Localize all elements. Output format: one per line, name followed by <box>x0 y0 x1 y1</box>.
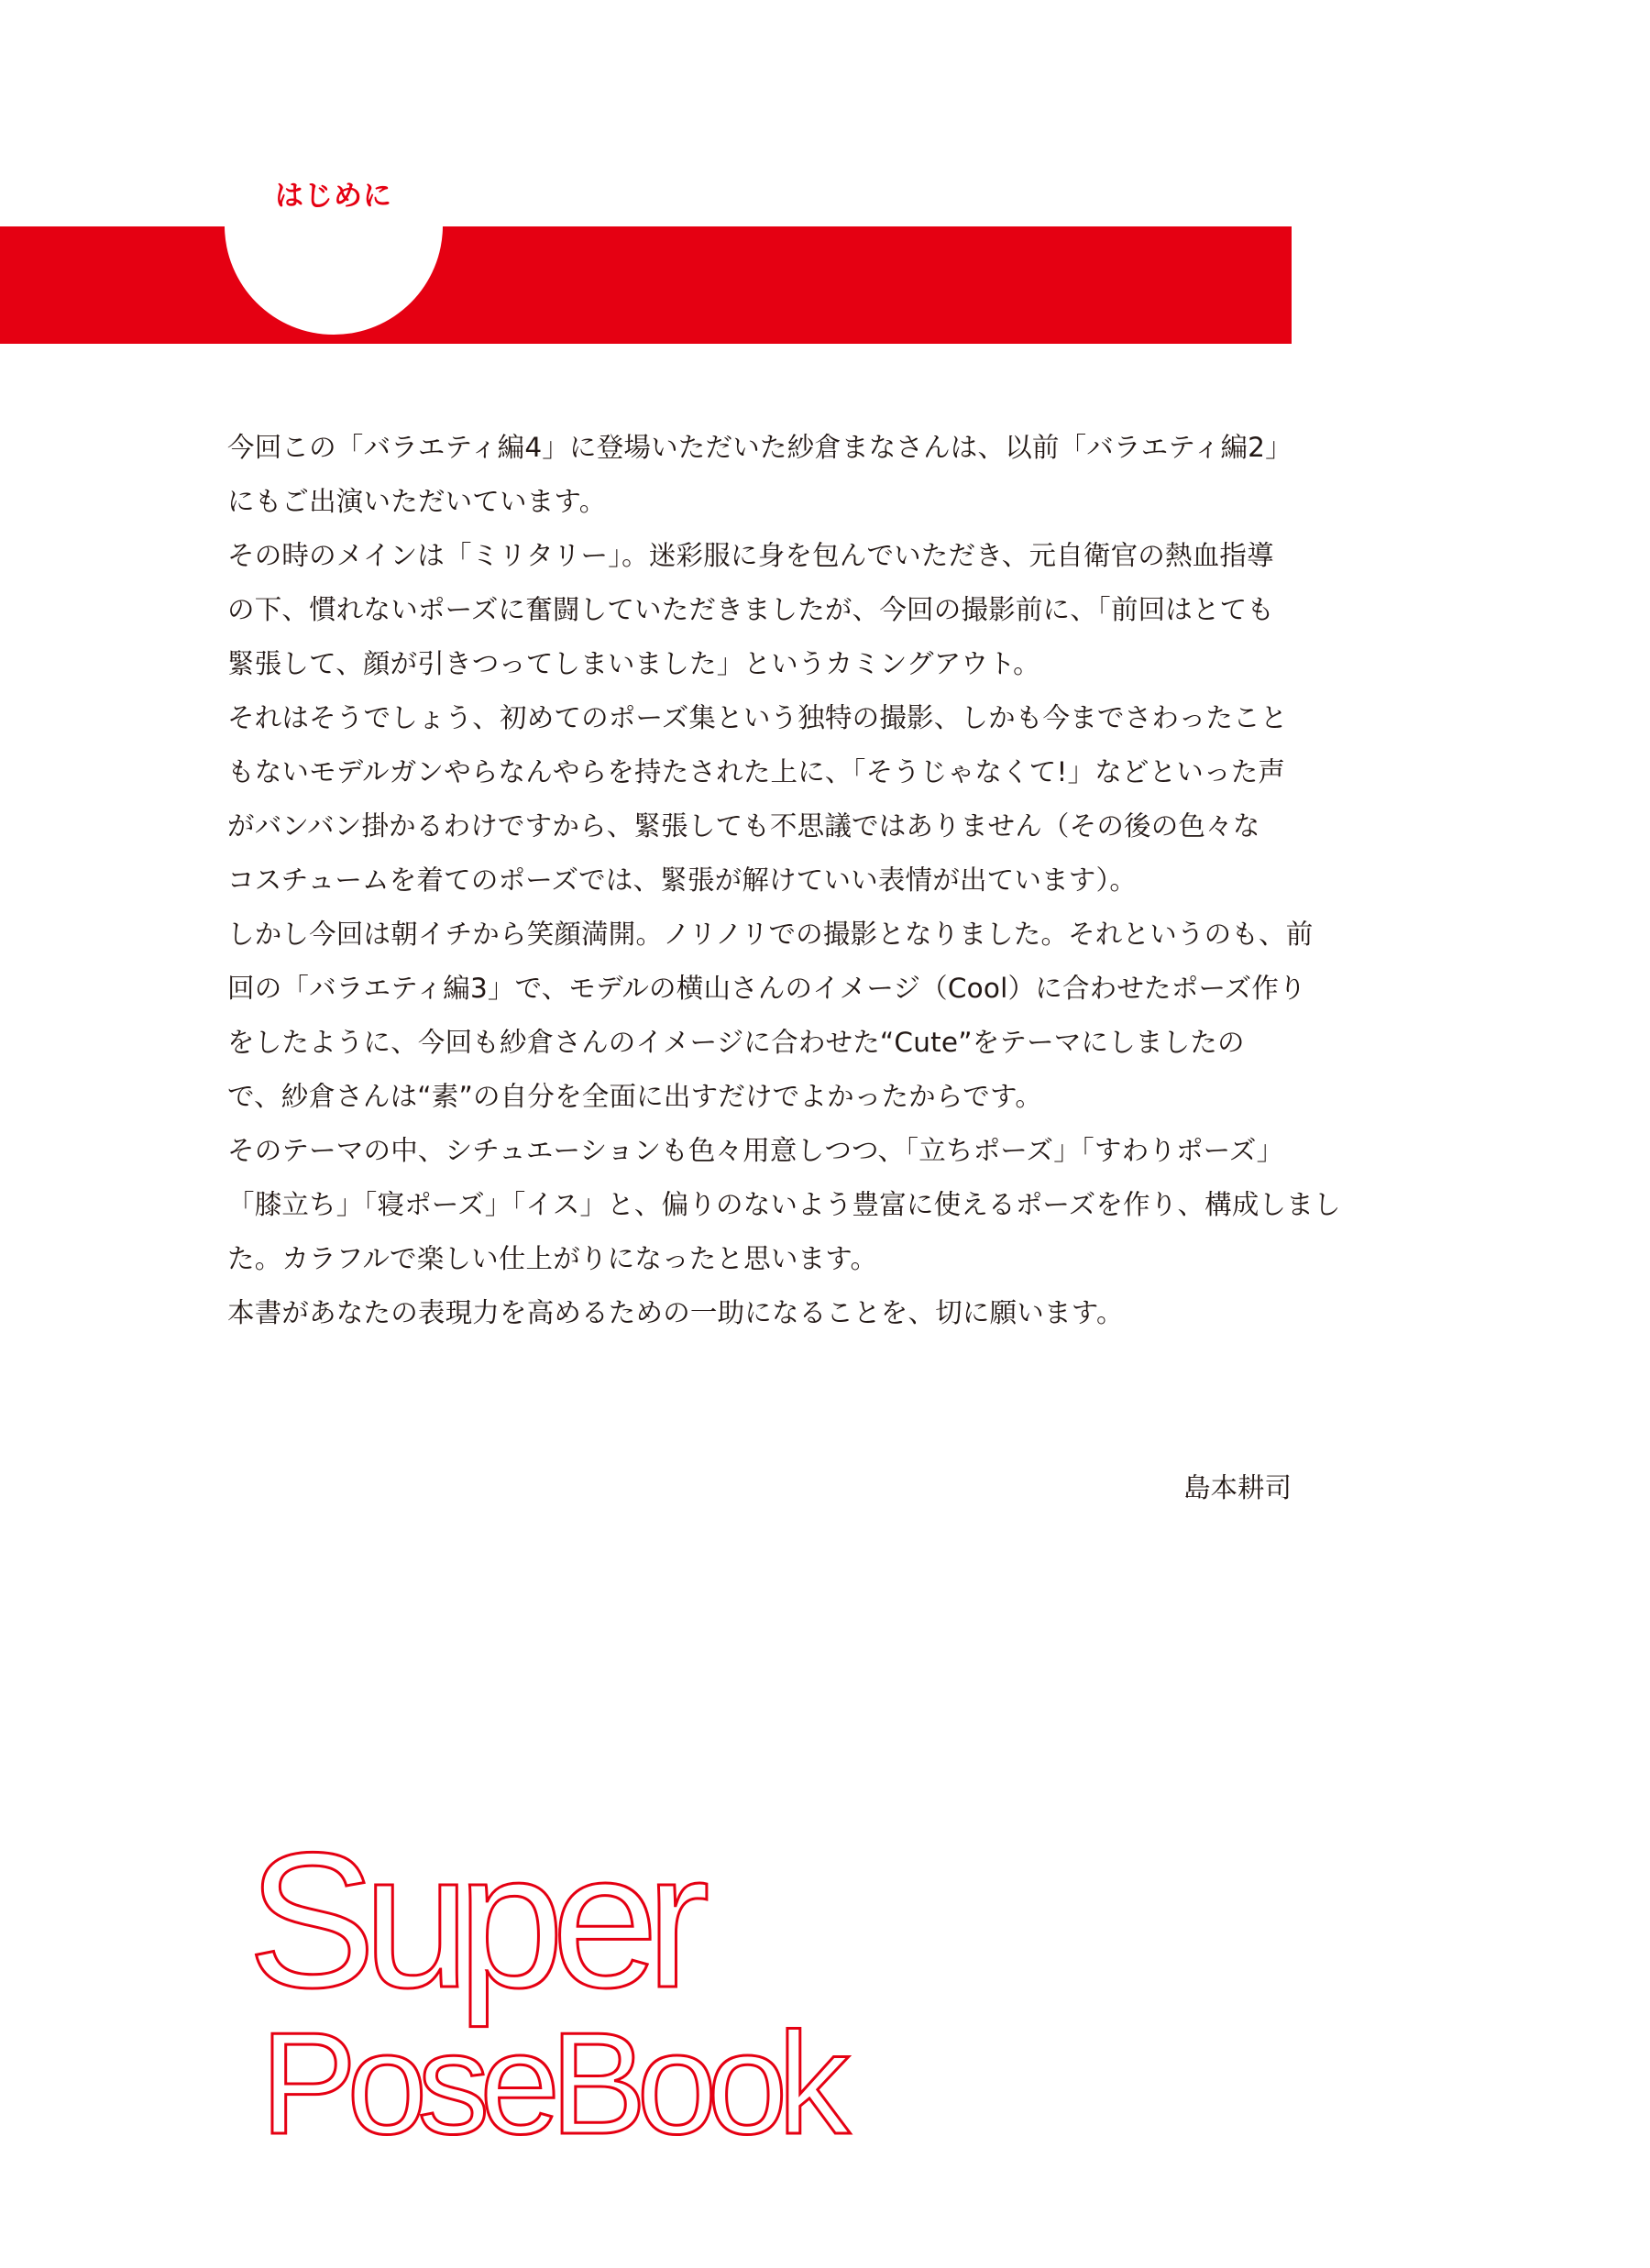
text-line: そのテーマの中、シチュエーションも色々用意しつつ、「立ちポーズ」「すわりポーズ」 <box>227 1135 1284 1166</box>
band-circle-cutout <box>225 226 443 335</box>
text-line: その時のメインは「ミリタリー」。迷彩服に身を包んでいただき、元自衛官の熱血指導 <box>227 540 1274 571</box>
author-signature: 島本耕司 <box>1182 1472 1292 1503</box>
text-line: をしたように、今回も紗倉さんのイメージに合わせた“Cute”をテーマにしましたの <box>227 1027 1245 1058</box>
paragraph <box>227 1286 1302 1340</box>
text-line: もないモデルガンやらなんやらを持たされた上に、「そうじゃなくて!」などといった声 <box>227 756 1286 787</box>
paragraph <box>227 1124 1341 1286</box>
text-line: 回の「バラエティ編3」で、モデルの横山さんのイメージ（Cool）に合わせたポーズ作り <box>227 973 1306 1004</box>
text-line: コスチュームを着てのポーズでは、緊張が解けていい表情が出ています）。 <box>227 864 1138 896</box>
text-line: 「膝立ち」「寝ポーズ」「イス」と、偏りのないよう豊富に使えるポーズを作り、構成しまし <box>227 1189 1341 1220</box>
text-line: の下、慣れないポーズに奮闘していただきましたが、今回の撮影前に、「前回はとても <box>227 594 1275 625</box>
book-logo <box>248 1812 841 2164</box>
paragraph <box>227 691 1302 908</box>
section-header-label: はじめに <box>275 180 392 213</box>
red-header-band <box>0 226 1292 344</box>
text-line: それはそうでしょう、初めてのポーズ集という独特の撮影、しかも今までさわったこと <box>227 702 1288 733</box>
logo-super: Super <box>248 1812 698 2028</box>
text-line: で、紗倉さんは“素”の自分を全面に出すだけでよかったからです。 <box>227 1081 1043 1112</box>
paragraph <box>227 421 1302 529</box>
text-line: がバンバン掛かるわけですから、緊張しても不思議ではありません（その後の色々な <box>227 810 1260 842</box>
paragraph <box>227 908 1314 1124</box>
text-line: 本書があなたの表現力を高めるための一助になることを、切に願います。 <box>227 1297 1124 1328</box>
text-line: 今回この「バラエティ編4」に登場いただいた紗倉まなさんは、以前「バラエティ編2」 <box>227 432 1292 463</box>
paragraph <box>227 529 1302 691</box>
text-line: 緊張して、顔が引きつってしまいました」というカミングアウト。 <box>227 648 1040 679</box>
text-line: しかし今回は朝イチから笑顔満開。ノリノリでの撮影となりました。それというのも、前 <box>227 919 1314 950</box>
body-text <box>227 421 1341 1340</box>
text-line: た。カラフルで楽しい仕上がりになったと思います。 <box>227 1243 878 1274</box>
text-line: にもご出演いただいています。 <box>227 486 607 517</box>
logo-posebook: PoseBook <box>260 2003 841 2164</box>
